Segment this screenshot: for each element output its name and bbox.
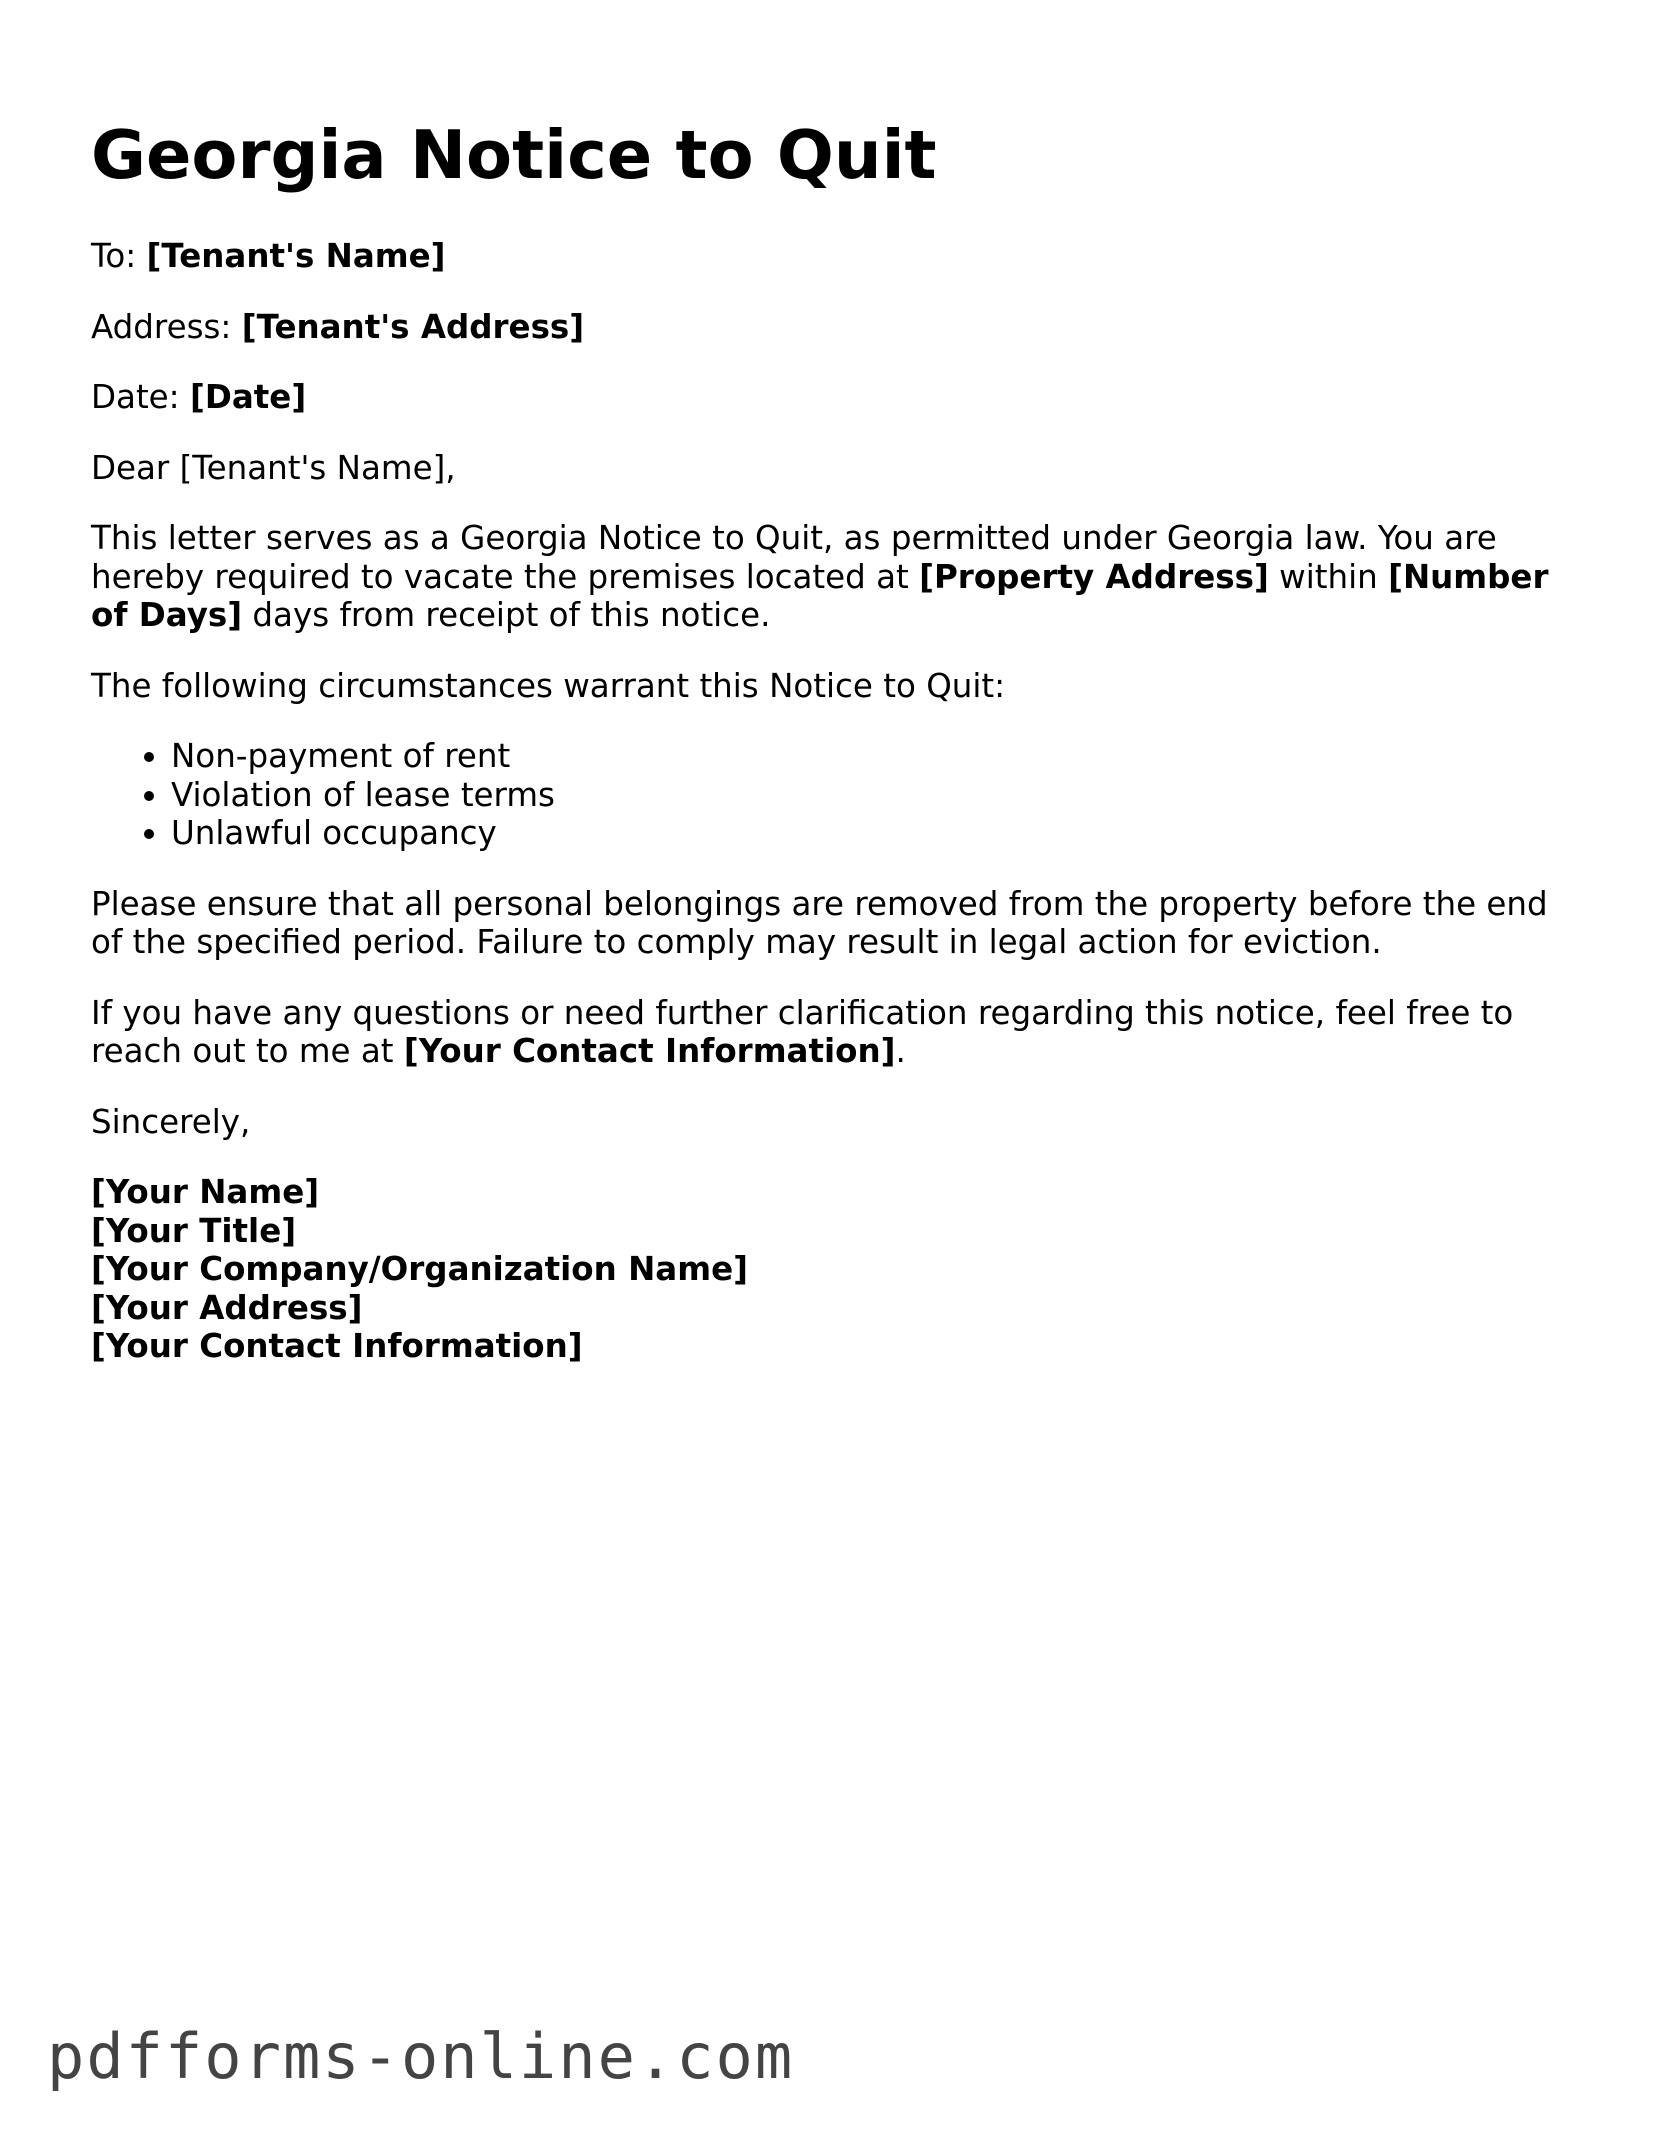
signature-contact: [Your Contact Information]	[91, 1327, 583, 1365]
contact-period: .	[895, 1032, 906, 1070]
signature-name: [Your Name]	[91, 1173, 320, 1211]
to-line	[91, 237, 1561, 276]
salutation: Dear [Tenant's Name],	[91, 448, 456, 487]
date-placeholder: [Date]	[189, 378, 307, 416]
letter-body	[91, 237, 1561, 1398]
intro-text-1: This letter serves as a Georgia Notice to Quit, as permitted under Georgia law. You are hereby required to vacate the premises located at	[91, 519, 1497, 596]
signature-company: [Your Company/Organization Name]	[91, 1250, 748, 1288]
signature-block	[91, 1173, 1561, 1366]
circumstances-list	[91, 737, 1561, 853]
intro-text-2: within	[1279, 557, 1378, 596]
date-label: Date:	[91, 378, 180, 416]
list-item: • Unlawful occupancy	[171, 814, 1561, 853]
signature-title: [Your Title]	[91, 1211, 297, 1250]
circumstances-intro: The following circumstances warrant this Notice to Quit:	[91, 666, 1006, 705]
belongings-paragraph: Please ensure that all personal belongings are removed from the property before the end of the specified period. Failure to comply may result in legal action for eviction.	[91, 884, 1548, 961]
date-line	[91, 378, 1561, 417]
footer-watermark: pdfforms-online.com	[47, 2020, 795, 2093]
to-label: To:	[91, 237, 137, 275]
tenant-name-placeholder: [Tenant's Name]	[146, 237, 446, 275]
list-item: • Violation of lease terms	[171, 776, 1561, 815]
intro-text-3: days from receipt of this notice.	[252, 596, 771, 634]
closing: Sincerely,	[91, 1102, 251, 1141]
tenant-address-placeholder: [Tenant's Address]	[241, 307, 585, 346]
intro-paragraph	[91, 519, 1561, 635]
contact-info-placeholder: [Your Contact Information]	[403, 1032, 896, 1070]
signature-address: [Your Address]	[91, 1288, 363, 1327]
page-title: Georgia Notice to Quit	[91, 116, 937, 194]
list-item: • Non-payment of rent	[171, 737, 1561, 776]
contact-text: If you have any questions or need further clarification regarding this notice, feel free to reach out to me at	[91, 993, 1514, 1070]
address-line	[91, 308, 1561, 347]
property-address-placeholder: [Property Address]	[919, 557, 1269, 596]
address-label: Address:	[91, 307, 232, 346]
number-of-days-placeholder: [Number of Days]	[91, 557, 1549, 634]
contact-paragraph	[91, 994, 1561, 1071]
